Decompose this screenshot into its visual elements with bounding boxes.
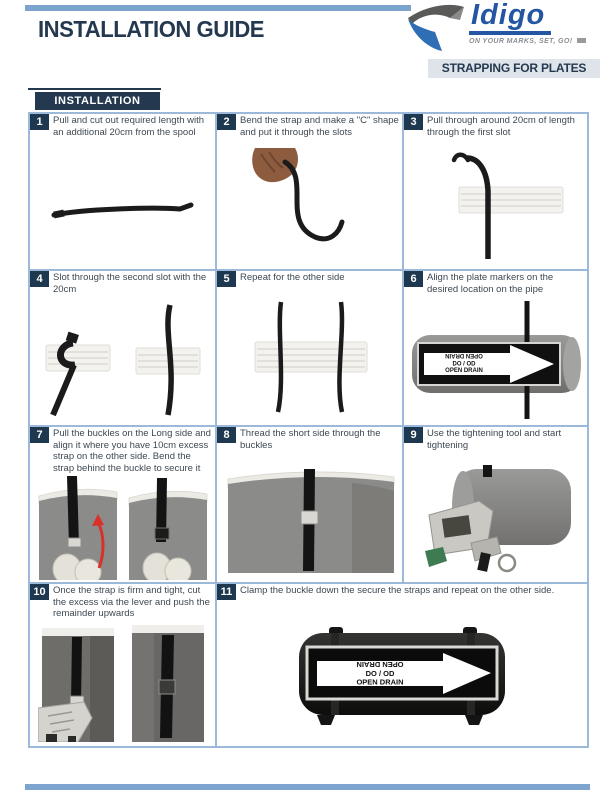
- step-number-badge: 5: [217, 271, 236, 287]
- finished-marker-illustration: [277, 615, 527, 731]
- step-number-badge: 10: [30, 584, 49, 600]
- step-cell-5: [217, 271, 404, 427]
- step-4-photo: [30, 295, 215, 425]
- step-number-badge: 6: [404, 271, 423, 287]
- step-number-badge: 1: [30, 114, 49, 130]
- top-accent-bar: [25, 5, 411, 11]
- step-instruction: Thread the short side through the buckles: [240, 428, 381, 451]
- section-header: INSTALLATION: [35, 92, 160, 110]
- step-instruction: Use the tightening tool and start tightening: [427, 428, 562, 451]
- tightening-tool-illustration: [421, 459, 571, 575]
- step-instruction: Pull through around 20cm of length through the first slot: [427, 115, 575, 138]
- step-cell-9: [404, 427, 587, 584]
- brand-name: Idigo: [469, 2, 551, 35]
- logo-swoosh-icon: [404, 2, 468, 56]
- second-slot-illustration: [38, 303, 208, 417]
- step-instruction: Bend the strap and make a "C" shape and put it through the slots: [240, 115, 399, 138]
- step-1-photo: [30, 138, 215, 269]
- step-10-photo: [30, 620, 215, 746]
- step-number-badge: 2: [217, 114, 236, 130]
- step-instruction: Clamp the buckle down the secure the straps and repeat on the other side.: [240, 585, 555, 596]
- step-instruction: Slot through the second slot with the 20cm: [53, 272, 207, 295]
- hand-bending-strap-illustration: [225, 148, 395, 260]
- brand-tagline: [469, 38, 586, 45]
- step-9-photo: [404, 451, 587, 582]
- marker-text-middle: DO / OD: [451, 361, 476, 368]
- both-sides-strapped-illustration: [225, 296, 395, 416]
- step-cell-8: [217, 427, 404, 584]
- marker-text-bottom: OPEN DRAIN: [356, 677, 404, 687]
- step-8-photo: [217, 451, 402, 582]
- bottom-accent-bar: [25, 784, 590, 790]
- marker-text-bottom: OPEN DRAIN: [444, 368, 483, 375]
- marker-text-middle: DO / OD: [365, 669, 395, 678]
- step-cell-4: [30, 271, 217, 427]
- step-number-badge: 4: [30, 271, 49, 287]
- cut-excess-illustration: [38, 624, 208, 742]
- cut-strap-illustration: [38, 154, 208, 254]
- marker-text-rotated: OPEN DRAIN: [444, 352, 483, 359]
- step-cell-6: [404, 271, 587, 427]
- step-3-photo: [404, 138, 587, 269]
- steps-grid: [28, 112, 589, 748]
- step-number-badge: 3: [404, 114, 423, 130]
- tagline-accent-bar: [577, 38, 586, 43]
- step-cell-10: [30, 584, 217, 746]
- buckle-align-illustration: [37, 476, 209, 580]
- page-title: INSTALLATION GUIDE: [38, 16, 265, 42]
- step-2-photo: [217, 138, 402, 269]
- step-5-photo: [217, 287, 402, 425]
- thread-short-side-illustration: [222, 461, 398, 573]
- step-11-photo: [217, 600, 587, 746]
- step-instruction: Repeat for the other side: [240, 272, 345, 283]
- step-number-badge: 9: [404, 427, 423, 443]
- step-6-photo: [404, 295, 587, 425]
- step-7-photo: [30, 474, 215, 582]
- step-cell-7: [30, 427, 217, 584]
- step-instruction: Pull the buckles on the Long side and align it where you have 10cm excess strap on the other side. Bend the strap behind the buckle to secure it: [53, 428, 211, 474]
- step-instruction: Align the plate markers on the desired location on the pipe: [427, 272, 554, 295]
- step-cell-11: [217, 584, 587, 746]
- product-banner: STRAPPING FOR PLATES: [428, 59, 600, 78]
- step-number-badge: 11: [217, 584, 236, 600]
- step-cell-3: [404, 114, 587, 271]
- marker-text-rotated: OPEN DRAIN: [356, 660, 404, 669]
- step-number-badge: 8: [217, 427, 236, 443]
- step-instruction: Once the strap is firm and tight, cut the excess via the lever and push the remainder upwards: [53, 585, 210, 620]
- step-number-badge: 7: [30, 427, 49, 443]
- step-cell-1: [30, 114, 217, 271]
- strap-first-slot-illustration: [411, 147, 581, 261]
- step-cell-2: [217, 114, 404, 271]
- brand-logo: [404, 2, 604, 56]
- tool-ring-icon: [499, 555, 515, 571]
- brand-tagline-text: ON YOUR MARKS, SET, GO!: [469, 37, 573, 45]
- step-instruction: Pull and cut out required length with an additional 20cm from the spool: [53, 115, 205, 138]
- plate-marker-on-pipe-illustration: [406, 299, 586, 421]
- section-divider-line: [28, 88, 161, 90]
